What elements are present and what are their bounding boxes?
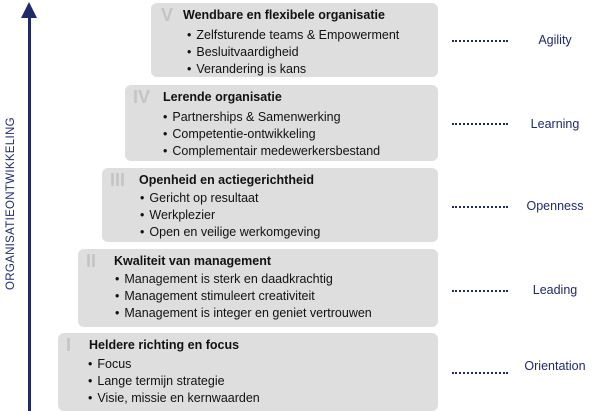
dotted-connector [452, 372, 508, 374]
list-item: • Management stimuleert creativiteit [115, 288, 372, 305]
list-item: • Competentie-ontwikkeling [163, 126, 380, 143]
dotted-connector [452, 206, 508, 208]
level-label-learning: Learning [530, 117, 580, 131]
step-level-1 [58, 333, 438, 411]
step-items [187, 27, 399, 79]
list-item: • Management is integer en geniet vertrouwen [115, 305, 372, 322]
step-numeral: I [66, 335, 72, 355]
step-title: Heldere richting en focus [89, 338, 240, 352]
step-numeral: IV [133, 87, 151, 107]
list-item: • Gericht op resultaat [140, 190, 320, 207]
step-numeral: III [110, 170, 126, 190]
list-item: • Zelfsturende teams & Empowerment [187, 27, 399, 44]
list-item: • Management is sterk en daadkrachtig [115, 271, 372, 288]
list-item: • Focus [88, 356, 260, 373]
step-title: Kwaliteit van management [114, 254, 271, 268]
step-title: Wendbare en flexibele organisatie [183, 8, 385, 22]
step-level-3 [102, 168, 438, 242]
step-numeral: V [161, 5, 174, 25]
axis-label: ORGANISATIEONTWIKKELING [5, 117, 17, 290]
vertical-axis-arrow [28, 18, 31, 411]
dotted-connector [452, 123, 508, 125]
step-items [88, 356, 260, 408]
step-title: Lerende organisatie [163, 90, 282, 104]
level-label-orientation: Orientation [524, 359, 586, 373]
list-item: • Partnerships & Samenwerking [163, 109, 380, 126]
step-level-5 [151, 3, 438, 77]
step-numeral: II [86, 251, 97, 271]
list-item: • Verandering is kans [187, 61, 399, 78]
dotted-connector [452, 40, 508, 42]
list-item: • Open en veilige werkomgeving [140, 224, 320, 241]
list-item: • Complementair medewerkersbestand [163, 143, 380, 160]
arrow-head-icon [21, 2, 37, 18]
step-level-4 [125, 85, 438, 161]
level-label-agility: Agility [538, 33, 572, 47]
step-items [115, 271, 372, 323]
level-label-openness: Openness [526, 199, 584, 213]
step-level-2 [78, 249, 438, 327]
list-item: • Visie, missie en kernwaarden [88, 390, 260, 407]
step-items [163, 109, 380, 161]
step-items [140, 190, 320, 242]
dotted-connector [452, 290, 508, 292]
step-title: Openheid en actiegerichtheid [139, 173, 315, 187]
list-item: • Besluitvaardigheid [187, 44, 399, 61]
level-label-leading: Leading [532, 283, 578, 297]
list-item: • Werkplezier [140, 207, 320, 224]
list-item: • Lange termijn strategie [88, 373, 260, 390]
